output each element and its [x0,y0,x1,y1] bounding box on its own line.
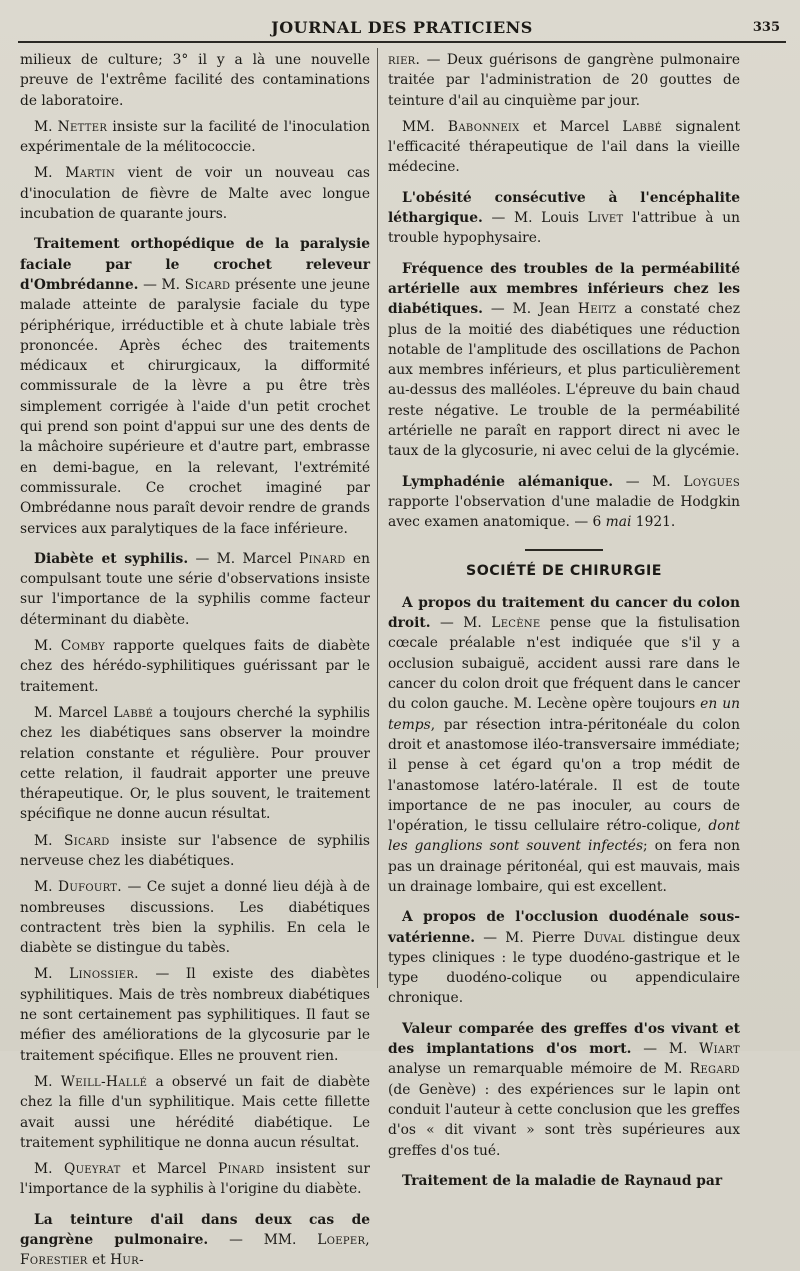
paragraph-martin: M. Martin vient de voir un nouveau cas d'inoculation de fièvre de Malte avec longue incubation de quarante jours. [20,165,370,223]
article-title: A propos du traitement du cancer du colon droit. [388,594,740,632]
page-header [18,10,786,38]
paragraph-dufourt: M. Dufourt. — Ce sujet a donné lieu déjà à de nombreuses discussions. Les diabétiques contractent très bien la syphilis. En cela le diabète se distingue du tabès. [20,879,371,957]
paragraph-teinture-ail: La teinture d'ail dans deux cas de gangrène pulmonaire. — MM. Loeper, Forestier et Hur- [20,1211,370,1269]
paragraph-sicard: M. Sicard insiste sur l'absence de syphilis nerveuse chez les diabétiques. [20,832,370,869]
paragraph-paralysie-faciale: Traitement orthopédique de la paralysie faciale par le crochet releveur d'Ombrédanne. — M. Sicard présente une jeune malade atteinte de paralysie faciale du type périphérique, irréductible et à chute labiale très prononcée. Après échec des traitements médicaux et chirurgicaux, la difformité commissurale de la lèvre a pu être très simplement corrigée à l'aide d'un petit crochet qui prend son point d'appui sur une des dents de la mâchoire supérieure et d'autre part, embrasse en demi-bague, en la relevant, l'extrémité commissurale. Ce crochet imaginé par Ombrédanne nous paraît devoir rendre de grands services aux paralytiques de la face inférieure. [20,236,371,537]
section-title: SOCIÉTÉ DE CHIRURGIE [466,562,662,579]
article-title: La teinture d'ail dans deux cas de gangrène pulmonaire. [20,1211,370,1249]
journal-title: JOURNAL DES PRATICIENS [271,18,533,37]
article-title: Traitement orthopédique de la paralysie faciale par le crochet releveur d'Ombrédanne. [20,236,370,293]
paragraph-raynaud [388,1171,740,1191]
paragraph-labbe: M. Marcel Labbé a toujours cherché la syphilis chez les diabétiques sans observer la moindre relation constante et régulière. Pour prouver cette relation, il faudrait apporter une preuve thérapeutique. Or, le plus souvent, le traitement spécifique ne donne aucun résultat. [20,704,370,823]
article-title: Lymphadénie alémanique. [402,473,614,490]
paragraph-queyrat: M. Queyrat et Marcel Pinard insistent sur l'importance de la syphilis à l'origine du diabète. [20,1161,370,1198]
header-rule [18,41,786,43]
page-number: 335 [752,20,780,35]
article-title: L'obésité consécutive à l'encéphalite léthargique. [388,189,740,227]
article-title: Diabète et syphilis. [34,550,189,567]
paragraph-occlusion-duodenale: A propos de l'occlusion duodénale sous-vatérienne. — M. Pierre Duval distingue deux types cliniques : le type duodéno-gastrique et le type duodéno-colique ou appendiculaire chronique. [388,909,740,1007]
paragraph-comby: M. Comby rapporte quelques faits de diabète chez des hérédo-syphilitiques guérissant par le traitement. [20,638,370,695]
paragraph-babonneix: MM. Babonneix et Marcel Labbé signalent l'efficacité thérapeutique de l'ail dans la vieille médecine. [388,118,740,176]
right-column [388,50,740,1191]
paragraph-greffes-os: Valeur comparée des greffes d'os vivant et des implantations d'os mort. — M. Wiart analyse un remarquable mémoire de M. Regard (de Genève) : des expériences sur le lapin ont conduit l'auteur à cette conclusion que les greffes d'os « dit vivant » sont très supérieures aux greffes d'os tué. [388,1020,740,1159]
paragraph-permeabilite: Fréquence des troubles de la perméabilité artérielle aux membres inférieurs chez les diabétiques. — M. Jean Heitz a constaté chez plus de la moitié des diabétiques une réduction notable de l'amplitude des oscillations de Pachon aux membres inférieurs, et plus particulièrement au-dessus des malléoles. L'épreuve du bain chaud reste négative. Le trouble de la perméabilité artérielle ne paraît en rapport direct ni avec le taux de la glycosurie, ni avec celui de la glycémie. [388,260,740,460]
section-rule [525,549,603,551]
paragraph-cancer-colon: A propos du traitement du cancer du colon droit. — M. Lecène pense que la fistulisation cœcale préalable n'est indiquée que s'il y a occlusion subaiguë, accident aussi rare dans le cancer du colon droit que fréquent dans le cancer du colon gauche. M. Lecène opère toujours en un temps, par résection intra-péritonéale du colon droit et anastomose iléo-transversaire immédiate; il pense à cet égard qu'on a trop médit de l'anastomose latéro-latérale. Il est de toute importance de ne pas inoculer, au cours de l'opération, le tissu cellulaire rétro-colique, dont les ganglions sont souvent infectés; on fera non pas un drainage péritonéal, qui est mauvais, mais un drainage lombaire, qui est excellent. [388,594,741,895]
article-title: Traitement de la maladie de Raynaud par [402,1172,723,1189]
left-column [20,50,370,1271]
paragraph-lymphadenie: Lymphadénie alémanique. — M. Loygues rapporte l'observation d'une maladie de Hodgkin avec examen anatomique. — 6 mai 1921. [388,473,741,531]
paragraph-obesite: L'obésité consécutive à l'encéphalite léthargique. — M. Louis Livet l'attribue à un trouble hypophysaire. [388,189,740,247]
paragraph-netter: M. Netter insiste sur la facilité de l'inoculation expérimentale de la mélitococcie. [20,118,370,156]
article-title: Fréquence des troubles de la perméabilité artérielle aux membres inférieurs chez les diabétiques. [388,260,740,318]
paragraph-weill-halle: M. Weill-Hallé a observé un fait de diabète chez la fille d'un syphilitique. Mais cette fillette avait aussi une hérédité diabétique. Le traitement syphilitique ne donna aucun résultat. [20,1073,370,1151]
paragraph-diabete-syphilis: Diabète et syphilis. — M. Marcel Pinard en compulsant toute une série d'observations insiste sur l'importance de la syphilis comme facteur déterminant du diabète. [20,550,370,628]
article-title: Valeur comparée des greffes d'os vivant et des implantations d'os mort. [388,1020,740,1058]
paragraph-linossier: M. Linossier. — Il existe des diabètes syphilitiques. Mais de très nombreux diabétiques ne sont certainement pas syphilitiques. Il faut se méfier des améliorations de la glycosurie par le traitement spécifique. Elles ne prouvent rien. [20,966,370,1064]
article-title: A propos de l'occlusion duodénale sous-vatérienne. [388,909,740,946]
column-divider [377,48,378,988]
paragraph-continuation: milieux de culture; 3° il y a là une nouvelle preuve de l'extrême facilité des contaminations de laboratoire. [20,52,370,109]
paragraph-hurrier-cont: rier. — Deux guérisons de gangrène pulmonaire traitée par l'administration de 20 gouttes de teinture d'ail au cinquième par jour. [388,52,740,109]
